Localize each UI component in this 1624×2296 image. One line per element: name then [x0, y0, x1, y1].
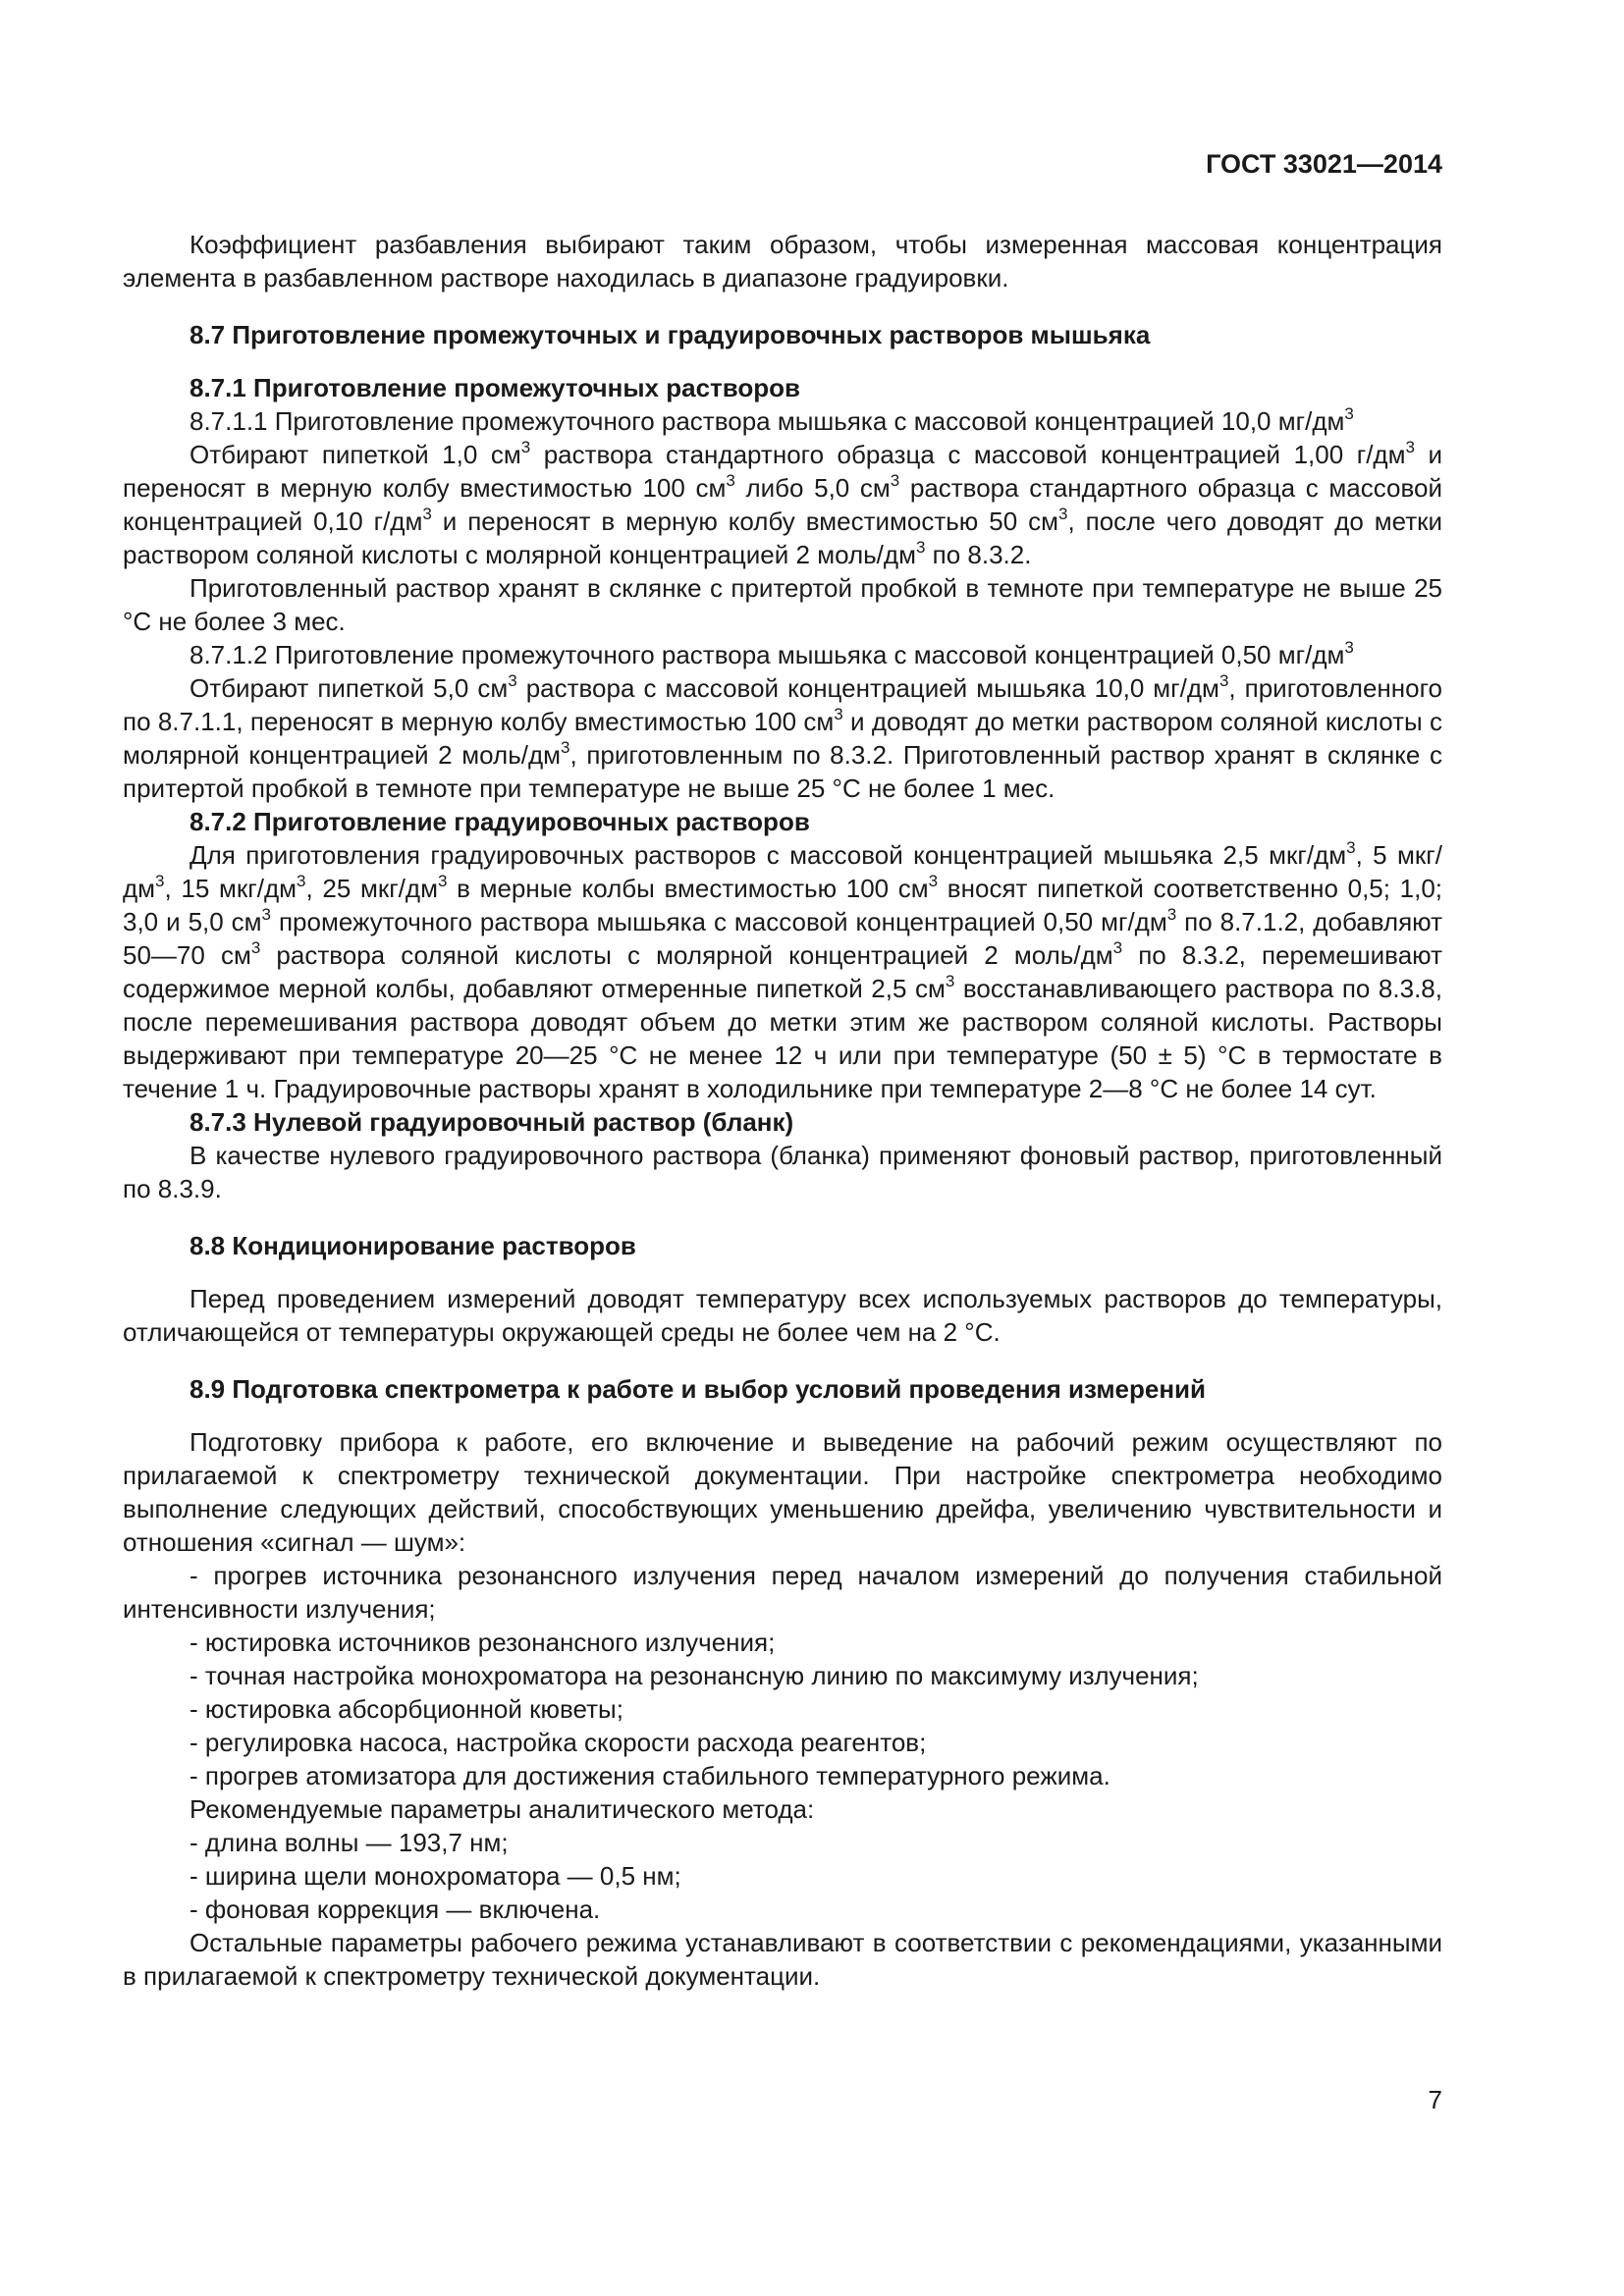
clause-8-7-1-1-storage: Приготовленный раствор хранят в склянке с притертой пробкой в темноте при температуре не выше 25 °С не более 3 мес. [123, 573, 1442, 636]
list-item: - прогрев источника резонансного излучения перед началом измерений до получения стабильной интенсивности излучения; [123, 1561, 1442, 1624]
list-item: - юстировка источников резонансного излучения; [189, 1628, 776, 1657]
subsection-heading-8-7-3: 8.7.3 Нулевой градуировочный раствор (бланк) [189, 1107, 794, 1137]
clause-8-7-1-1-title: 8.7.1.1 Приготовление промежуточного раствора мышьяка с массовой концентрацией 10,0 $мг/дм^3$ [189, 404, 1354, 436]
list-item: - юстировка абсорбционной кюветы; [189, 1694, 623, 1724]
list-item: - ширина щели монохроматора — 0,5 нм; [189, 1861, 681, 1891]
section-heading-8-7: 8.7 Приготовление промежуточных и градуировочных растворов мышьяка [189, 320, 1151, 349]
subsection-heading-8-7-1: 8.7.1 Приготовление промежуточных растворов [189, 373, 801, 402]
closing-paragraph: Остальные параметры рабочего режима устанавливают в соответствии с рекомендациями, указанными в прилагаемой к спектрометру технической документации. [123, 1928, 1442, 1991]
list-item: - прогрев атомизатора для достижения стабильного температурного режима. [189, 1761, 1110, 1790]
clause-8-7-1-2-body: Отбирают пипеткой 5,0 $см^3$ раствора с массовой концентрацией мышьяка 10,0 $мг/дм^3$, приготовленного по 8.7.1.1, переносят в мерную колбу вместимостью 100 $см^3$ и доводят до метки раствором соляной кислоты с молярной концентрацией 2 моль/$дм^3$, приготовленным по 8.3.2. Приготовленный раствор хранят в склянке с притертой пробкой в темноте при температуре не выше 25 °С не более 1 мес. [123, 671, 1442, 803]
clause-8-8-body: Перед проведением измерений доводят температуру всех используемых растворов до температуры, отличающейся от температуры окружающей среды не более чем на 2 °С. [123, 1284, 1442, 1347]
list-item: - длина волны — 193,7 нм; [189, 1828, 509, 1857]
clause-8-9-body: Подготовку прибора к работе, его включение и выведение на рабочий режим осуществляют по прилагаемой к спектрометру технической документации. При настройке спектрометра необходимо выполнение следующих действий, способствующих уменьшению дрейфа, увеличению чувствительности и отношения «сигнал — шум»: [123, 1427, 1442, 1557]
subsection-heading-8-7-2: 8.7.2 Приготовление градуировочных растворов [189, 807, 810, 836]
parameters-intro: Рекомендуемые параметры аналитического метода: [189, 1794, 815, 1824]
list-item: - фоновая коррекция — включена. [189, 1895, 601, 1924]
list-item: - регулировка насоса, настройка скорости расхода реагентов; [189, 1728, 927, 1757]
clause-8-7-1-2-title: 8.7.1.2 Приготовление промежуточного раствора мышьяка с массовой концентрацией 0,50 $мг/дм^3$ [189, 638, 1354, 669]
page-number: 7 [1428, 2085, 1442, 2114]
list-item: - точная настройка монохроматора на резонансную линию по максимуму излучения; [189, 1661, 1199, 1690]
document-body [123, 228, 1442, 1993]
section-heading-8-9: 8.9 Подготовка спектрометра к работе и выбор условий проведения измерений [189, 1374, 1207, 1404]
section-heading-8-8: 8.8 Кондиционирование растворов [189, 1231, 636, 1260]
clause-8-7-1-1-body: Отбирают пипеткой 1,0 $см^3$ раствора стандартного образца с массовой концентрацией 1,00 $г/дм^3$ и переносят в мерную колбу вместимостью 100 $см^3$ либо 5,0 $см^3$ раствора стандартного образца с массовой концентрацией 0,10 $г/дм^3$ и переносят в мерную колбу вместимостью 50 $см^3$, после чего доводят до метки раствором соляной кислоты с молярной концентрацией 2 моль/$дм^3$ по 8.3.2. [123, 438, 1443, 569]
clause-8-7-3-body: В качестве нулевого градуировочного раствора (бланка) применяют фоновый раствор, приготовленный по 8.3.9. [123, 1141, 1442, 1203]
paragraph-dilution: Коэффициент разбавления выбирают таким образом, чтобы измеренная массовая концентрация элемента в разбавленном растворе находилась в диапазоне градуировки. [123, 230, 1442, 293]
document-header: ГОСТ 33021—2014 [1206, 149, 1442, 179]
clause-8-7-2-body: Для приготовления градуировочных растворов с массовой концентрацией мышьяка 2,5 мкг/$дм^3$, 5 мкг/$дм^3$, 15 мкг/$дм^3$, 25 мкг/$дм^3$ в мерные колбы вместимостью 100 $см^3$ вносят пипеткой соответственно 0,5; 1,0; 3,0 и 5,0 $см^3$ промежуточного раствора мышьяка с массовой концентрацией 0,50 $мг/дм^3$ по 8.7.1.2, добавляют 50—70 $см^3$ раствора соляной кислоты с молярной концентрацией 2 моль/$дм^3$ по 8.3.2, перемешивают содержимое мерной колбы, добавляют отмеренные пипеткой 2,5 $см^3$ восстанавливающего раствора по 8.3.8, после перемешивания раствора доводят объем до метки этим же раствором соляной кислоты. Растворы выдерживают при температуре 20—25 °С не менее 12 ч или при температуре (50 ± 5) °С в термостате в течение 1 ч. Градуировочные растворы хранят в холодильнике при температуре 2—8 °С не более 14 сут. [123, 838, 1443, 1103]
